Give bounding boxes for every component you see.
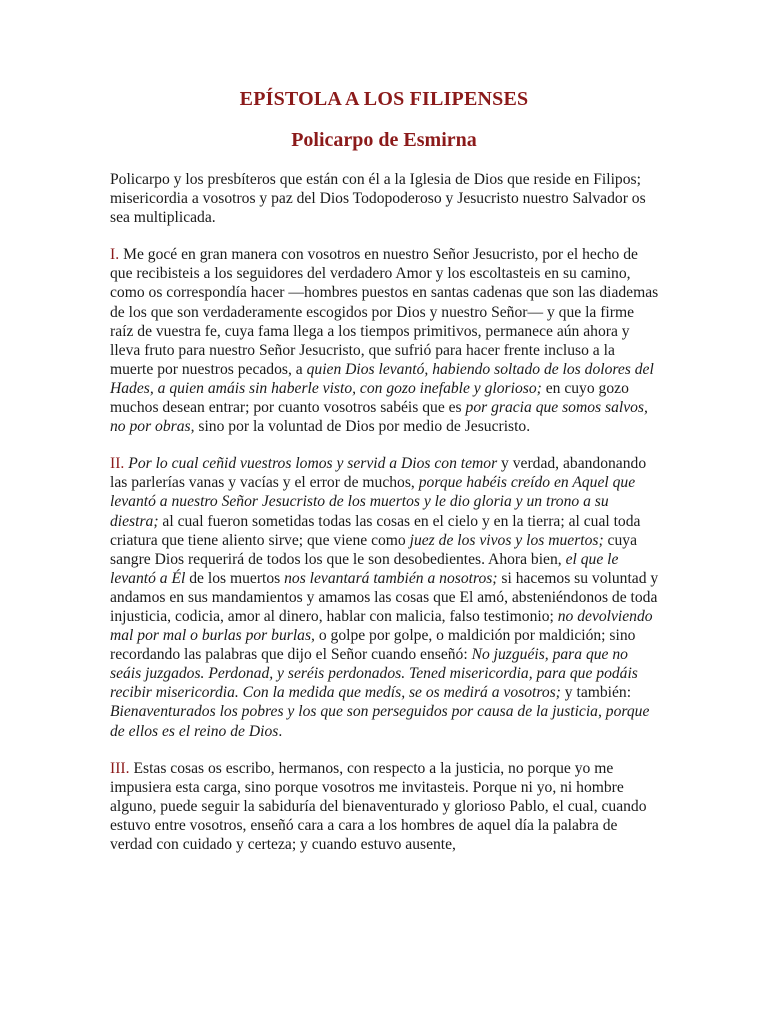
quoted-text: Por lo cual ceñid vuestros lomos y servid a Dios con temor [128, 455, 498, 473]
quoted-text: por gracia que somos salvos, no por obras, [110, 399, 648, 436]
document-subtitle: Policarpo de Esmirna [291, 129, 477, 151]
body-paragraph [110, 245, 660, 436]
paragraph-text: sino por la voluntad de Dios por medio de Jesucristo. [194, 418, 531, 436]
section-number: I. [110, 246, 120, 264]
body-paragraph [110, 759, 660, 854]
body-paragraph [110, 454, 660, 740]
document-body [110, 170, 660, 872]
paragraph-text: Policarpo y los presbíteros que están con él a la Iglesia de Dios que reside en Filipos; misericordia a vosotros y paz del Dios Todopoderoso y Jesucristo nuestro Salvador os sea multiplicada. [110, 171, 646, 227]
quoted-text: quien Dios levantó, habiendo soltado de los dolores del Hades, a quien amáis sin haberle visto, con gozo inefable y glorioso; [110, 360, 654, 397]
paragraph-text: y también: [560, 684, 632, 702]
section-number: III. [110, 759, 130, 777]
quoted-text: No juzguéis, para que no seáis juzgados. Perdonad, y seréis perdonados. Tened misericordia, para que podáis recibir misericordia. Con la medida que medís, se os medirá a vosotros; [110, 646, 638, 702]
section-number: II. [110, 455, 125, 473]
paragraph-text: Me gocé en gran manera con vosotros en nuestro Señor Jesucristo, por el hecho de que recibisteis a los seguidores del verdadero Amor y los escoltasteis en su camino, como os correspondía hacer —hombres puestos en santas cadenas que son las diademas de los que son verdaderamente escogidos por Dios y nuestro Señor— y que la firme raíz de vuestra fe, cuya fama llega a los tiempos primitivos, permanece aún ahora y lleva fruto para nuestro Señor Jesucristo, que sufrió para hacer frente incluso a la muerte por nuestros pecados, a [110, 246, 659, 378]
paragraph-text: y verdad, abandonando las parlerías vanas y vacías y el error de muchos, [110, 455, 647, 492]
paragraph-text: Estas cosas os escribo, hermanos, con respecto a la justicia, no porque yo me impusiera esta carga, sino porque vosotros me invitasteis. Porque ni yo, ni hombre alguno, puede seguir la sabiduría del bienaventurado y glorioso Pablo, el cual, cuando estuvo entre vosotros, enseñó cara a cara a los hombres de aquel día la palabra de verdad con cuidado y certeza; y cuando estuvo ausente, [110, 759, 647, 853]
paragraph-text: al cual fueron sometidas todas las cosas en el cielo y en la tierra; al cual toda criatura que tiene aliento sirve; que viene como [110, 512, 641, 549]
paragraph-text: cuya sangre Dios requerirá de todos los que le son desobedientes. Ahora bien, [110, 531, 637, 568]
paragraph-text: de los muertos [185, 569, 285, 587]
quoted-text: nos levantará también a nosotros; [284, 569, 498, 587]
paragraph-text: si hacemos su voluntad y andamos en sus mandamientos y amamos las cosas que El amó, absteniéndonos de toda injusticia, codicia, amor al dinero, hablar con malicia, falso testimonio; [110, 569, 659, 625]
quoted-text: el que le levantó a Él [110, 550, 619, 587]
paragraph-text: en cuyo gozo muchos desean entrar; por cuanto vosotros sabéis que es [110, 379, 629, 417]
quoted-text: porque habéis creído en Aquel que levantó a nuestro Señor Jesucristo de los muertos y le dio gloria y un trono a su diestra; [110, 474, 636, 530]
quoted-text: Bienaventurados los pobres y los que son perseguidos por causa de la justicia, porque de ellos es el reino de Dios [110, 703, 650, 740]
quoted-text: juez de los vivos y los muertos; [409, 531, 604, 549]
paragraph-text: . [278, 722, 283, 740]
paragraph-text: o golpe por golpe, o maldición por maldición; sino recordando las palabras que dijo el Señor cuando enseñó: [110, 627, 636, 664]
body-paragraph [110, 170, 660, 227]
document-title: EPÍSTOLA A LOS FILIPENSES [239, 88, 529, 110]
quoted-text: no devolviendo mal por mal o burlas por burlas, [110, 607, 653, 645]
